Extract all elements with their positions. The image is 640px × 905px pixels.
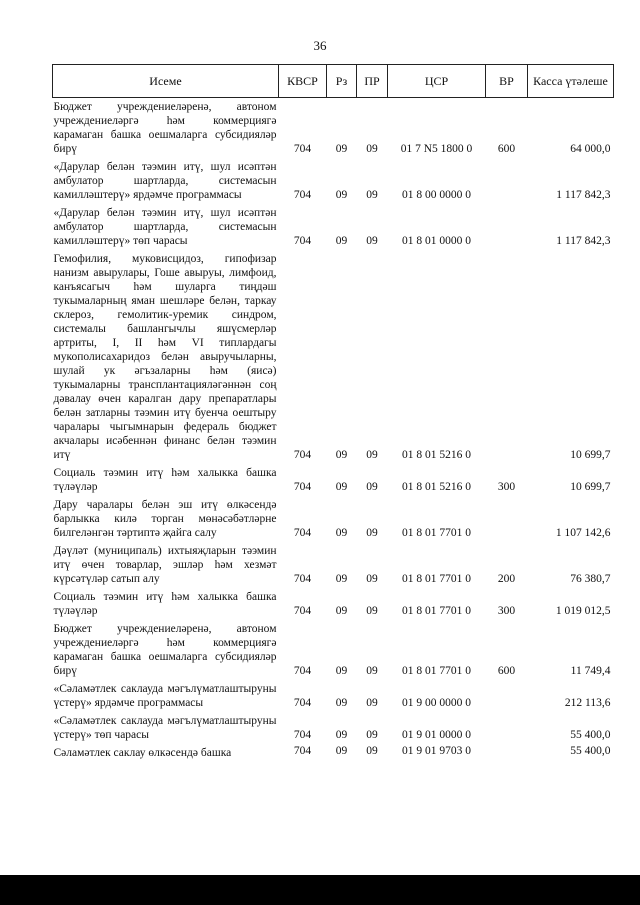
row-kvsr: 704: [293, 189, 312, 201]
row-cash: 10 699,7: [570, 449, 611, 461]
row-csr: 01 9 01 0000 0: [402, 729, 471, 741]
row-pr: 09: [366, 665, 378, 677]
row-name: Дару чаралары белән эш итү өлкәсендә барлыкка килә торган мөнәсәбәтләрне билгеләнгән тәртиптә җайга салу: [53, 499, 277, 539]
row-csr: 01 8 01 7701 0: [402, 665, 471, 677]
row-name: «Сәламәтлек саклауда мәгълүматлаштыруны үстерү» ярдәмче программасы: [53, 683, 277, 709]
row-vr: 300: [497, 481, 516, 493]
row-pr: 09: [366, 605, 378, 617]
row-kvsr: 704: [293, 665, 312, 677]
table-row: [53, 204, 614, 250]
row-kvsr: 704: [293, 697, 312, 709]
table-row: [53, 464, 614, 496]
row-vr: [486, 744, 528, 762]
row-vr: [486, 496, 528, 542]
row-pr: 09: [366, 449, 378, 461]
row-rz: 09: [335, 697, 348, 709]
header-csr: ЦСР: [388, 65, 486, 98]
row-pr: 09: [366, 573, 378, 585]
row-kvsr: 704: [293, 527, 312, 539]
row-name: Бюджет учреждениеләренә, автоном учреждениеләргә һәм коммерциягә карамаган башка оешмаларга субсидияләр бирү: [53, 623, 277, 677]
row-name: Дәүләт (муниципаль) ихтыяҗларын тәэмин итү өчен товарлар, эшләр һәм хезмәт күрсәтүләр сатып алу: [53, 545, 277, 585]
row-csr: 01 8 01 5216 0: [402, 449, 471, 461]
row-vr: 600: [497, 143, 516, 155]
table-row: [53, 680, 614, 712]
row-name: «Сәламәтлек саклауда мәгълүматлаштыруны үстерү» төп чарасы: [53, 715, 277, 741]
row-kvsr: 704: [293, 481, 312, 493]
row-cash: 1 107 142,6: [555, 527, 611, 539]
table-row: [53, 712, 614, 744]
row-vr: 600: [497, 665, 516, 677]
row-name: «Дарулар белән тәэмин итү, шул исәптән амбулатор шартларда, системасын камилләштерү» төп чарасы: [53, 207, 277, 247]
table-row: [53, 744, 614, 762]
row-csr: 01 9 00 0000 0: [402, 697, 471, 709]
row-csr: 01 8 01 5216 0: [402, 481, 471, 493]
row-rz: 09: [335, 527, 348, 539]
row-cash: 55 400,0: [570, 729, 611, 741]
row-cash: 1 117 842,3: [556, 235, 611, 247]
row-kvsr: 704: [293, 745, 312, 757]
row-cash: 212 113,6: [564, 697, 611, 709]
row-kvsr: 704: [293, 729, 312, 741]
row-csr: 01 7 N5 1800 0: [400, 143, 473, 155]
table-row: [53, 620, 614, 680]
row-name: Социаль тәэмин итү һәм халыкка башка түләүләр: [53, 591, 277, 617]
row-name: Социаль тәэмин итү һәм халыкка башка түләүләр: [53, 467, 277, 493]
table-row: [53, 496, 614, 542]
row-rz: 09: [335, 235, 348, 247]
row-csr: 01 8 01 0000 0: [402, 235, 471, 247]
row-vr: [486, 712, 528, 744]
row-cash: 64 000,0: [570, 143, 611, 155]
row-csr: 01 8 00 0000 0: [402, 189, 471, 201]
table-row: [53, 542, 614, 588]
row-rz: 09: [335, 745, 348, 757]
table-row: [53, 98, 614, 159]
row-pr: 09: [366, 745, 378, 757]
row-kvsr: 704: [293, 605, 312, 617]
row-kvsr: 704: [293, 449, 312, 461]
row-pr: 09: [366, 481, 378, 493]
row-cash: 1 019 012,5: [555, 605, 611, 617]
row-pr: 09: [366, 697, 378, 709]
row-vr: [486, 204, 528, 250]
row-rz: 09: [335, 481, 348, 493]
header-name: Исеме: [53, 65, 279, 98]
row-pr: 09: [366, 143, 378, 155]
scan-edge-bar: [0, 875, 640, 905]
row-rz: 09: [335, 143, 348, 155]
row-csr: 01 8 01 7701 0: [402, 527, 471, 539]
row-name: «Дарулар белән тәэмин итү, шул исәптән амбулатор шартларда, системасын камилләштерү» ярдәмче программасы: [53, 161, 277, 201]
row-rz: 09: [335, 665, 348, 677]
table-row: [53, 158, 614, 204]
table-header-row: [53, 65, 614, 98]
row-csr: 01 9 01 9703 0: [402, 745, 471, 757]
row-csr: 01 8 01 7701 0: [402, 573, 471, 585]
row-rz: 09: [335, 729, 348, 741]
row-cash: 11 749,4: [570, 665, 611, 677]
row-vr: 200: [497, 573, 516, 585]
budget-table: [52, 64, 614, 762]
row-vr: [486, 158, 528, 204]
row-cash: 1 117 842,3: [556, 189, 611, 201]
row-pr: 09: [366, 189, 378, 201]
row-cash: 10 699,7: [570, 481, 611, 493]
row-name: Сәламәтлек саклау өлкәсендә башка: [53, 747, 232, 759]
header-kvsr: КВСР: [279, 65, 327, 98]
row-csr: 01 8 01 7701 0: [402, 605, 471, 617]
row-rz: 09: [335, 605, 348, 617]
row-rz: 09: [335, 573, 348, 585]
row-kvsr: 704: [293, 573, 312, 585]
row-kvsr: 704: [293, 235, 312, 247]
row-rz: 09: [335, 189, 348, 201]
row-kvsr: 704: [293, 143, 312, 155]
page-number: 36: [313, 38, 327, 53]
header-cash: Касса үтәлеше: [528, 65, 614, 98]
table-row: [53, 588, 614, 620]
row-vr: 300: [497, 605, 516, 617]
row-cash: 55 400,0: [570, 745, 611, 757]
row-name: Бюджет учреждениеләренә, автоном учреждениеләргә һәм коммерциягә карамаган башка оешмаларга субсидияләр бирү: [53, 101, 277, 155]
header-rz: Рз: [327, 65, 357, 98]
header-vr: ВР: [486, 65, 528, 98]
table-row: [53, 250, 614, 464]
row-vr: [486, 250, 528, 464]
row-pr: 09: [366, 729, 378, 741]
header-pr: ПР: [357, 65, 388, 98]
row-cash: 76 380,7: [570, 573, 611, 585]
row-vr: [486, 680, 528, 712]
row-name: Гемофилия, муковисцидоз, гипофизар нанизм авырулары, Гоше авыруы, лимфоид, канъясагыч һәм шуларга тиңдәш тукымаларның яман шешләре белән, таркау склероз, гемолитик-уремик синдром, системалы башлангычлы яшүсмерләр артриты, I, II һәм VI типлардагы мукополисахаридоз белән авыручыларны, шулай ук әгъзаларны һәм (яисә) тукымаларны трансплантацияләгәннән соң дәвалау өчен каралган дару препаратлары белән затларны тәэмин итү буенча оештыру чаралары чыгымнарын федераль бюджет акчалары исәбеннән финанс белән тәэмин итү: [53, 253, 277, 461]
row-rz: 09: [335, 449, 348, 461]
row-pr: 09: [366, 235, 378, 247]
row-pr: 09: [366, 527, 378, 539]
